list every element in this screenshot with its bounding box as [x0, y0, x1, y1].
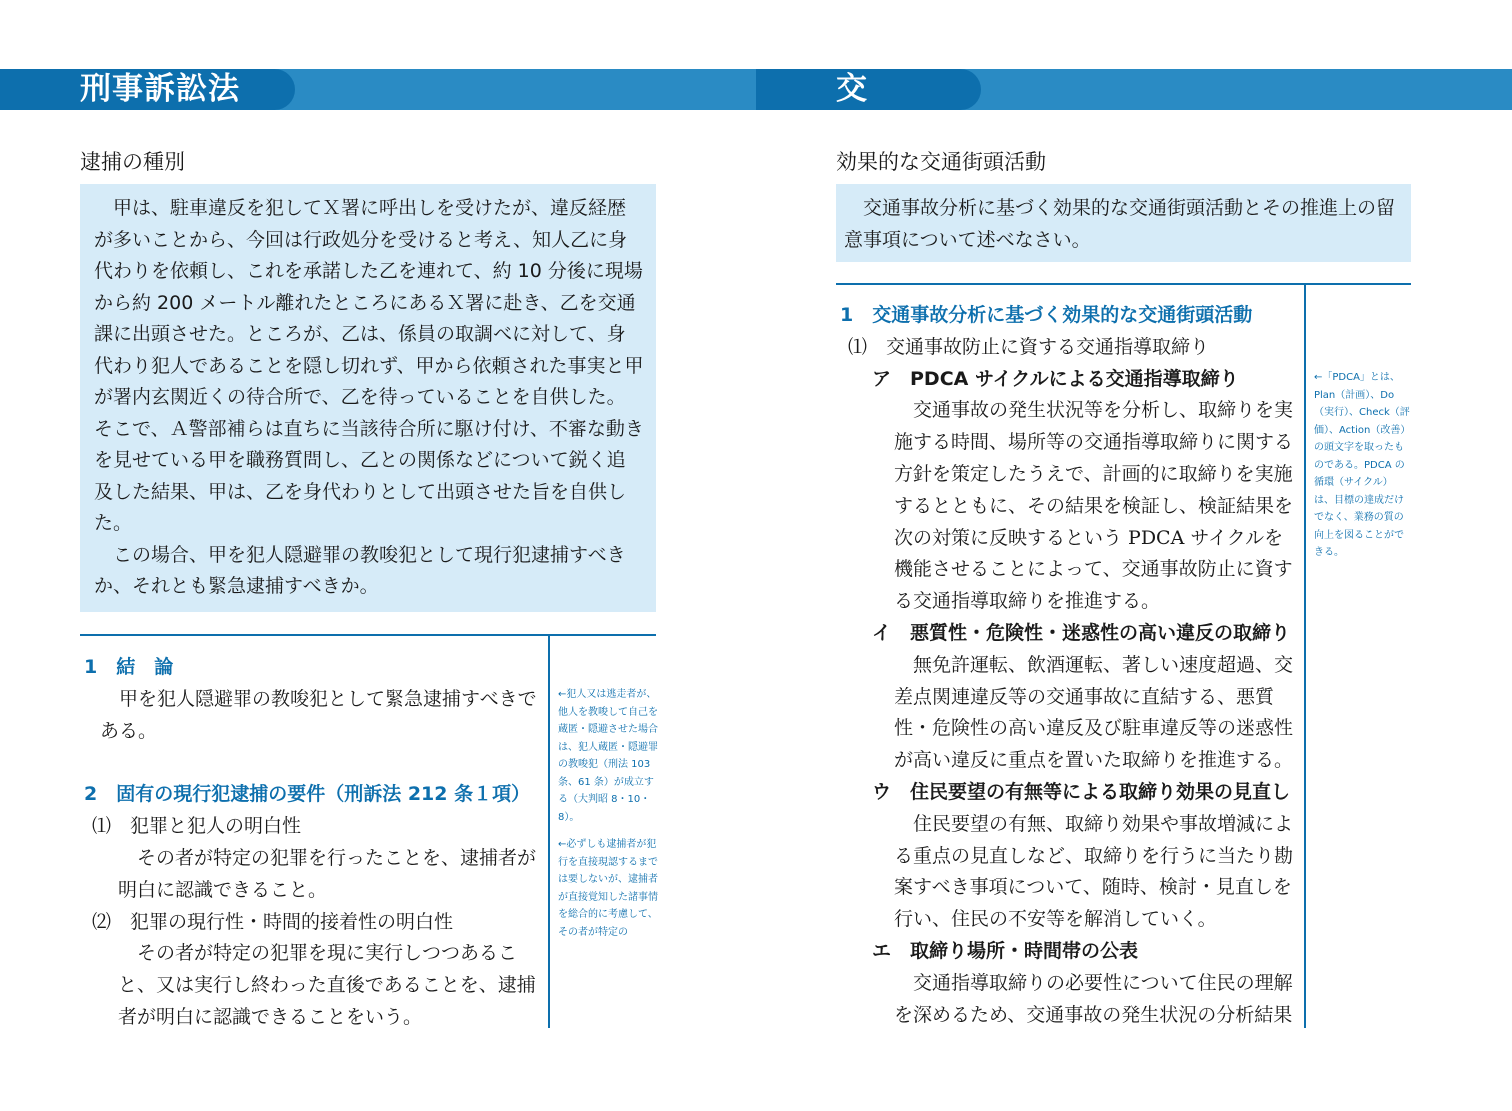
divider-right: [836, 283, 1411, 285]
section-title-right: 効果的な交通街頭活動: [836, 150, 1046, 174]
answer-body-right: [840, 300, 1298, 1031]
chapter-header-right: 交 通: [756, 69, 981, 110]
question-paragraph: 甲は、駐車違反を犯してＸ署に呼出しを受けたが、違反経歴が多いことから、今回は行政処分を受けると考え、知人乙に身代わりを依頼し、これを承諾した乙を連れて、約 10 分後に現場から約 200 メートル離れたところにあるＸ署に赴き、乙を交通課に出頭させた。ところが、乙は、係員の取調べに対して、身代わり犯人であることを隠し切れず、甲から依頼された事実と甲が署内玄関近くの待合所で、乙を待っていることを自供した。そこで、Ａ警部補らは直ちに当該待合所に駆け付け、不審な動きを見せている甲を職務質問し、乙との関係などについて鋭く追及した結果、甲は、乙を身代わりとして出頭させた旨を自供した。: [94, 197, 644, 534]
section-title-left: 逮捕の種別: [80, 150, 185, 174]
chapter-header-left: 刑事訴訟法: [0, 69, 295, 110]
heading-traffic-activity: 1 交通事故分析に基づく効果的な交通街頭活動: [840, 304, 1253, 326]
paragraph: 甲を犯人隠避罪の教唆犯として緊急逮捕すべきである。: [100, 687, 537, 742]
margin-notes-left: [558, 686, 658, 951]
note-rule-left: [548, 634, 550, 1028]
subheading: ⑵ 犯罪の現行性・時間的接着性の明白性: [92, 910, 454, 933]
item-text-i: 無免許運転、飲酒運転、著しい速度超過、交差点関連違反等の交通事故に直結する、悪質性・危険性の高い違反及び駐車違反等の迷惑性が高い違反に重点を置いた取締りを推進する。: [894, 653, 1294, 772]
note-rule-right: [1304, 283, 1306, 1028]
item-heading-i: イ 悪質性・危険性・迷惑性の高い違反の取締り: [872, 621, 1291, 644]
question-paragraph: 交通事故分析に基づく効果的な交通街頭活動とその推進上の留意事項について述べなさい。: [844, 197, 1396, 251]
question-paragraph: この場合、甲を犯人隠避罪の教唆犯として現行犯逮捕すべきか、それとも緊急逮捕すべきか。: [94, 543, 626, 597]
item-heading-e: エ 取締り場所・時間帯の公表: [872, 939, 1139, 962]
paragraph: [84, 938, 542, 1033]
paragraph-tail: をいう。: [346, 1005, 423, 1028]
heading-requirements: 2 固有の現行犯逮捕の要件（刑訴法 212 条１項）: [84, 783, 531, 806]
item-text-e: 交通指導取締りの必要性について住民の理解を深めるため、交通事故の発生状況の分析結果: [894, 971, 1293, 1026]
question-box-left: [80, 184, 656, 612]
question-box-right: [836, 184, 1411, 262]
margin-note: ←「PDCA」とは、Plan（計画）、Do（実行）、Check（評価）、Action（改善）の頭文字を取ったものである。PDCA の循環（サイクル）は、目標の達成だけでなく、業務の質の向上を図ることができる。: [1314, 372, 1411, 558]
paragraph: その者が特定の犯罪を行ったことを、逮捕者が明白に認識できること。: [118, 846, 537, 901]
subheading: ⑴ 犯罪と犯人の明白性: [92, 815, 302, 838]
divider-left: [80, 634, 656, 636]
item-heading-u: ウ 住民要望の有無等による取締り効果の見直し: [872, 780, 1291, 803]
item-heading-a: ア PDCA サイクルによる交通指導取締り: [872, 367, 1239, 390]
margin-note: ←必ずしも逮捕者が犯行を直接現認するまでは要しないが、逮捕者が直接覚知した諸事情を総合的に考慮して、その者が特定の: [558, 839, 658, 938]
subheading: ⑴ 交通事故防止に資する交通指導取締り: [848, 335, 1210, 358]
heading-conclusion: 1 結 論: [84, 656, 174, 678]
answer-body-left: [84, 652, 542, 1034]
item-text-a: 交通事故の発生状況等を分析し、取締りを実施する時間、場所等の交通指導取締りに関する方針を策定したうえで、計画的に取締りを実施するとともに、その結果を検証し、検証結果を次の対策に反映するという PDCA サイクルを機能させることによって、交通事故防止に資する交通指導取締りを推進する。: [894, 399, 1294, 613]
item-text-u: 住民要望の有無、取締り効果や事故増減による重点の見直しなど、取締りを行うに当たり勘案すべき事項について、随時、検討・見直しを行い、住民の不安等を解消していく。: [894, 812, 1294, 931]
margin-notes-right: [1314, 369, 1412, 572]
paragraph-emphasis: その者が特定の犯罪を現に実行しつつあること、又は実行し終わった直後であることを、逮捕者が明白に認識できること: [118, 942, 536, 1028]
margin-note: ←犯人又は逃走者が、他人を教唆して自己を蔵匿・隠避させた場合は、犯人蔵匿・隠避罪の教唆犯（刑法 103 条、61 条）が成立する（大判昭 8・10・8）。: [558, 689, 658, 823]
